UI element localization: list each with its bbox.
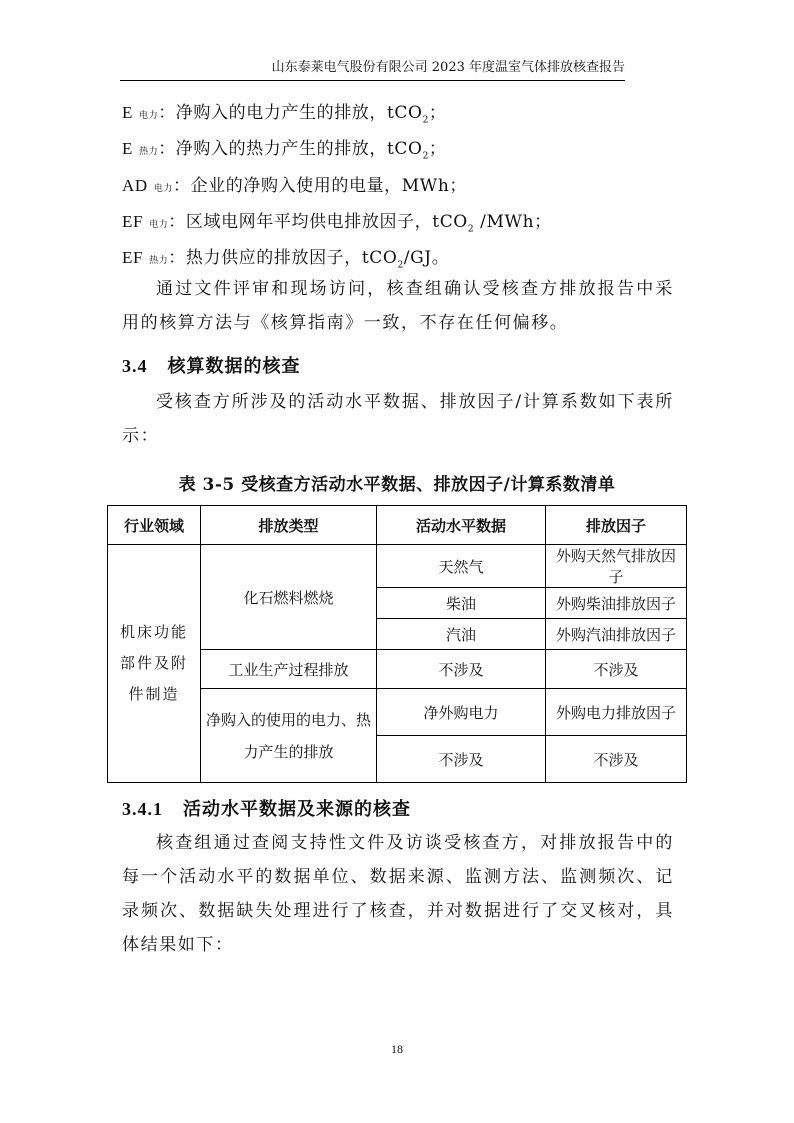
section-heading-3-4-1: 3.4.1 活动水平数据及来源的核查	[122, 799, 411, 820]
activity-data-cell: 天然气	[377, 545, 546, 588]
activity-data-cell: 柴油	[377, 588, 546, 619]
activity-data-cell: 汽油	[377, 619, 546, 650]
sector-cell: 机床功能部件及附件制造	[108, 545, 201, 783]
page-header: 山东泰莱电气股份有限公司 2023 年度温室气体排放核查报告	[120, 56, 625, 81]
definition-e-heat: E 热力：净购入的热力产生的排放，tCO$_2$；	[122, 139, 447, 162]
header-activity-data: 活动水平数据	[377, 506, 546, 545]
emission-factor-cell: 外购汽油排放因子	[546, 619, 687, 650]
table-caption: 表 3-5 受核查方活动水平数据、排放因子/计算系数清单	[178, 475, 616, 495]
paragraph-activity-data-check: 核查组通过查阅支持性文件及访谈受核查方，对排放报告中的每一个活动水平的数据单位、数据来源、监测方法、监测频次、记录频次、数据缺失处理进行了核查，并对数据进行了交叉核对，具体结果如下：	[122, 833, 674, 955]
emission-type-cell: 净购入的使用的电力、热力产生的排放	[201, 689, 377, 783]
definition-ef-heat: EF 热力：热力供应的排放因子，tCO$_2$/GJ。	[122, 248, 450, 271]
paragraph-table-intro: 受核查方所涉及的活动水平数据、排放因子/计算系数如下表所示：	[122, 392, 674, 446]
emission-factor-cell: 不涉及	[546, 650, 687, 689]
emission-factor-cell: 外购电力排放因子	[546, 689, 687, 736]
definition-ef-electricity: EF 电力：区域电网年平均供电排放因子，tCO$_2$ /MWh；	[122, 212, 552, 235]
emission-type-cell: 工业生产过程排放	[201, 650, 377, 689]
section-heading-3-4: 3.4 核算数据的核查	[122, 356, 301, 377]
activity-data-table	[107, 505, 687, 783]
definition-ad-electricity: AD 电力：企业的净购入使用的电量，MWh；	[122, 176, 468, 196]
table-row	[108, 545, 687, 588]
activity-data-cell: 不涉及	[377, 650, 546, 689]
header-sector: 行业领域	[108, 506, 201, 545]
emission-factor-cell: 外购天然气排放因子	[546, 545, 687, 588]
emission-factor-cell: 外购柴油排放因子	[546, 588, 687, 619]
definition-e-electricity: E 电力：净购入的电力产生的排放，tCO$_2$；	[122, 103, 447, 126]
activity-data-cell: 不涉及	[377, 736, 546, 783]
header-emission-factor: 排放因子	[546, 506, 687, 545]
activity-data-cell: 净外购电力	[377, 689, 546, 736]
emission-type-cell: 化石燃料燃烧	[201, 545, 377, 650]
emission-factor-cell: 不涉及	[546, 736, 687, 783]
paragraph-method-conclusion: 通过文件评审和现场访问，核查组确认受核查方排放报告中采用的核算方法与《核算指南》一致，不存在任何偏移。	[122, 279, 674, 333]
header-emission-type: 排放类型	[201, 506, 377, 545]
page-number: 18	[391, 1042, 403, 1056]
table-header-row	[108, 506, 687, 545]
